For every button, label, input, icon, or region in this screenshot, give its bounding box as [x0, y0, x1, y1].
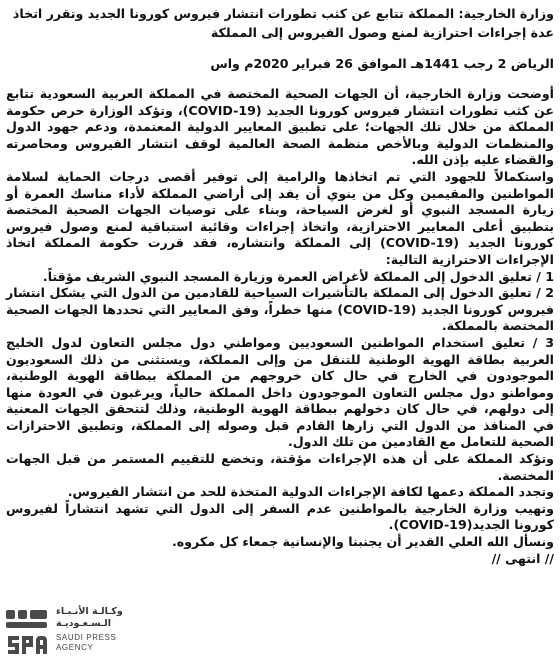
paragraph-closing-prayer: ونسأل الله العلي القدير أن يجنبنا والإنسانية جمعاء كل مكروه. — [172, 534, 554, 550]
spa-logo-arabic — [56, 606, 134, 630]
article-headline: وزارة الخارجية: المملكة تتابع عن كثب تطورات انتشار فيروس كورونا الجديد وتقرر اتخاذ عدة إجراءات احترازية لمنع وصول الفيروس إلى المملكة — [12, 6, 554, 40]
paragraph-temporary: وتؤكد المملكة على أن هذه الإجراءات مؤقتة، وتخضع للتقييم المستمر من قبل الجهات المختصة. — [6, 451, 554, 483]
spa-logo-english — [56, 633, 134, 653]
spa-logo-english-line1: SAUDI PRESS — [56, 633, 117, 642]
measure-item-1: 1 / تعليق الدخول إلى المملكة لأغراض العمرة وزيارة المسجد النبوي الشريف مؤقتاً. — [42, 268, 554, 284]
measure-item-2: 2 / تعليق الدخول إلى المملكة بالتأشيرات السياحية للقادمين من الدول التي يشكل انتشار فيروس كورونا الجديد (COVID-19) منها خطراً، وفق المعايير التي تحددها الجهات الصحية المختصة بالمملكة. — [6, 285, 554, 334]
paragraph-travel-advice: وتهيب وزارة الخارجية بالمواطنين عدم السفر إلى الدول التي تشهد انتشاراً لفيروس كورونا الجديد(COVID-19). — [6, 500, 554, 533]
article-end-marker: // انتهى // — [491, 550, 554, 566]
measure-item-3: 3 / تعليق استخدام المواطنين السعوديين ومواطني دول مجلس التعاون لدول الخليج العربية بطاقة الهوية الوطنية للتنقل من وإلى المملكة، ويستثنى من ذلك السعوديون الموجودون في الخارج في حال كان خروجهم من المملكة ببطاقة الهوية الوطنية، ومواطنو دول مجلس التعاون الموجودون داخل المملكة حالياً، ويرغبون في العودة منها إلى دولهم، في حال كان دخولهم ببطاقة الهوية الوطنية، وذلك لتتحقق الجهات المعنية في المنافذ من الدول التي زارها القادم قبل وصوله إلى المملكة، وتطبيق الاحترازات الصحية للتعامل مع القادمين من تلك الدول. — [6, 334, 554, 450]
paragraph-intro: أوضحت وزارة الخارجية، أن الجهات الصحية المختصة في المملكة العربية السعودية تتابع عن كثب تطورات انتشار فيروس كورونا الجديد (COVID-19)، وتؤكد الوزارة حرص حكومة المملكة من خلال تلك الجهات؛ على تطبيق المعايير الدولية المعتمدة، ودعم جهود الدول والمنظمات الدولية وبالأخص منظمة الصحة العالمية لوقف انتشار الفيروس ومحاصرته والقضاء عليه بإذن الله. — [6, 86, 554, 168]
spa-logo-mark-icon — [4, 606, 50, 660]
news-article — [6, 4, 554, 567]
paragraph-support: وتجدد المملكة دعمها لكافة الإجراءات الدولية المتخذة للحد من انتشار الفيروس. — [67, 484, 554, 500]
article-dateline: الرياض 2 رجب 1441هـ الموافق 26 فبراير 2020م واس — [210, 56, 554, 71]
spa-logo-arabic-line2: الـسـعـوديـة — [56, 618, 112, 629]
spa-logo-english-line2: AGENCY — [56, 643, 94, 652]
paragraph-measures: واستكمالاً للجهود التي تم اتخاذها والرامية إلى توفير أقصى درجات الحماية لسلامة المواطنين والمقيمين وكل من ينوي أن يفد إلى أراضي المملكة لأداء مناسك العمرة أو زيارة المسجد النبوي أو لغرض السياحة، وبناء على توصيات الجهات الصحية المختصة بتطبيق أعلى المعايير الاحترازية، واتخاذ إجراءات وقائية استباقية لمنع وصول فيروس كورونا الجديد (COVID-19) إلى المملكة وانتشاره، فقد قررت حكومة المملكة اتخاذ الإجراءات الاحترازية التالية: — [6, 168, 554, 267]
spa-logo — [4, 604, 134, 662]
spa-logo-arabic-line1: وكـالـة الأنـبـاء — [56, 606, 123, 617]
article-body — [6, 86, 554, 567]
